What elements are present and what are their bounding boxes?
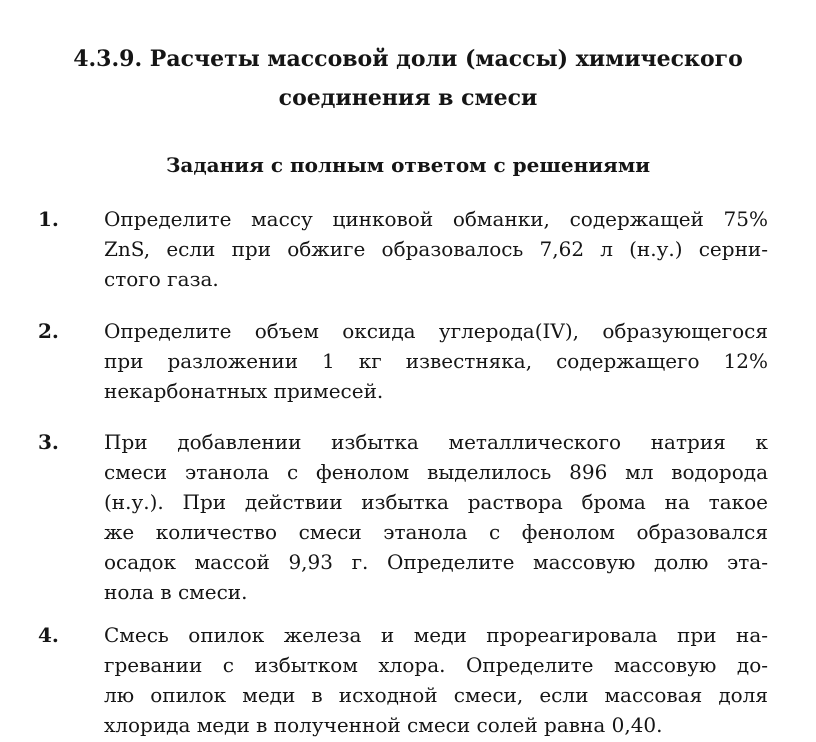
section-subtitle: Задания с полным ответом с решениями xyxy=(165,153,651,177)
task-text-line: Определите объем оксида углерода(IV), образующегося xyxy=(104,319,768,343)
task-text-line: хлорида меди в полученной смеси солей равна 0,40. xyxy=(104,713,663,737)
task-text-line: смеси этанола с фенолом выделилось 896 мл водорода xyxy=(104,460,768,484)
task-text xyxy=(104,316,768,406)
task-text-line: (н.у.). При действии избытка раствора брома на такое xyxy=(104,490,768,514)
task-text-line: при разложении 1 кг известняка, содержащего 12% xyxy=(104,349,768,373)
task-text-line: стого газа. xyxy=(104,267,219,291)
task-text-line: гревании с избытком хлора. Определите массовую до- xyxy=(104,653,768,677)
task-text-line: некарбонатных примесей. xyxy=(104,379,384,403)
task-text-line: же количество смеси этанола с фенолом образовался xyxy=(104,520,768,544)
task-text-line: Определите массу цинковой обманки, содержащей 75% xyxy=(104,207,768,231)
task-text-line: осадок массой 9,93 г. Определите массовую долю эта- xyxy=(104,550,768,574)
task-number: 4. xyxy=(38,623,59,647)
section-title-line-1: 4.3.9. Расчеты массовой доли (массы) химического xyxy=(73,46,743,72)
task-text xyxy=(104,204,768,294)
task-number: 1. xyxy=(38,207,59,231)
task-text-line: нола в смеси. xyxy=(104,580,248,604)
task-text xyxy=(104,620,768,740)
task-text-line: ZnS, если при обжиге образовалось 7,62 л (н.у.) серни- xyxy=(104,237,768,261)
task-text-line: При добавлении избытка металлического натрия к xyxy=(104,430,768,454)
task-text xyxy=(104,427,768,607)
section-title-line-2: соединения в смеси xyxy=(278,85,538,111)
task-text-line: лю опилок меди в исходной смеси, если массовая доля xyxy=(104,683,768,707)
task-number: 2. xyxy=(38,319,59,343)
task-number: 3. xyxy=(38,430,59,454)
task-text-line: Смесь опилок железа и меди прореагировала при на- xyxy=(104,623,768,647)
